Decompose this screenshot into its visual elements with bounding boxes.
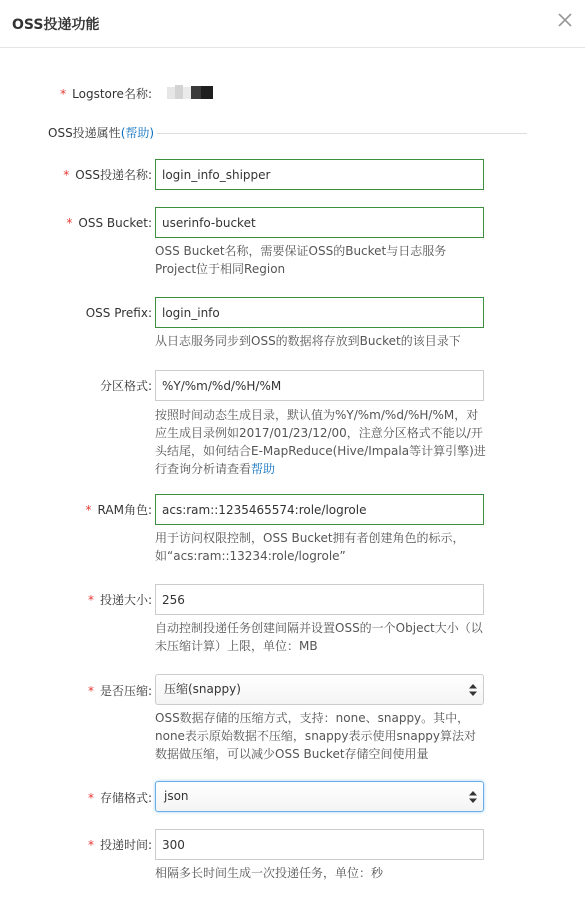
compression-help: OSS数据存储的压缩方式，支持：none、snappy。其中，none表示原始数据不压缩，snappy表示使用snappy算法对数据做压缩，可以减少OSS Bucket存储空间使用量: [155, 711, 477, 761]
ship-size-input[interactable]: [155, 584, 484, 615]
ship-time-input[interactable]: [155, 829, 484, 860]
dialog-header: [0, 0, 585, 48]
dialog-title: OSS投递功能: [12, 17, 100, 33]
partition-help-link[interactable]: 帮助: [251, 462, 276, 476]
blurred-logstore-name: [165, 84, 215, 102]
partition-label: 分区格式:: [99, 379, 152, 393]
bucket-label: * OSS Bucket:: [66, 216, 152, 230]
compression-label: * 是否压缩:: [87, 684, 152, 698]
ship-size-label: * 投递大小:: [87, 593, 152, 607]
ship-time-label: * 投递时间:: [87, 838, 152, 852]
ram-role-input[interactable]: [155, 494, 484, 525]
shipper-name-label: * OSS投递名称:: [63, 168, 152, 182]
compression-select[interactable]: 压缩(snappy): [155, 674, 484, 705]
bucket-input[interactable]: [155, 207, 484, 238]
section-divider: [157, 133, 527, 134]
partition-help: 按照时间动态生成目录，默认值为%Y/%m/%d/%H/%M，对应生成目录例如2017/01/23/12/00，注意分区格式不能以/开头结尾，如何结合E-MapReduce(Hive/Impala等计算引擎)进行查询分析请查看帮助: [155, 408, 486, 476]
required-mark: *: [60, 87, 67, 101]
close-icon[interactable]: [555, 10, 575, 30]
ram-role-label: * RAM角色:: [85, 503, 152, 517]
logstore-label: * Logstore名称:: [60, 87, 152, 101]
section-title: OSS投递属性(帮助): [48, 126, 155, 140]
ram-role-help: 用于访问权限控制，OSS Bucket拥有者创建角色的标示，如“acs:ram::13234:role/logrole”: [155, 531, 465, 563]
prefix-label: OSS Prefix:: [85, 306, 152, 320]
shipper-name-input[interactable]: [155, 159, 484, 190]
select-arrows-icon: [469, 791, 477, 803]
prefix-help: 从日志服务同步到OSS的数据将存放到Bucket的该目录下: [155, 334, 461, 348]
storage-format-label: * 存储格式:: [87, 791, 152, 805]
partition-input[interactable]: [155, 370, 484, 401]
storage-format-select[interactable]: json: [155, 781, 484, 812]
select-arrows-icon: [469, 684, 477, 696]
ship-size-help: 自动控制投递任务创建间隔并设置OSS的一个Object大小（以未压缩计算）上限，单位：MB: [155, 621, 483, 653]
section-help-link[interactable]: 帮助: [125, 126, 150, 140]
bucket-help: OSS Bucket名称，需要保证OSS的Bucket与日志服务Project位于相同Region: [155, 244, 447, 276]
ship-time-help: 相隔多长时间生成一次投递任务，单位：秒: [155, 866, 384, 880]
prefix-input[interactable]: [155, 297, 484, 328]
